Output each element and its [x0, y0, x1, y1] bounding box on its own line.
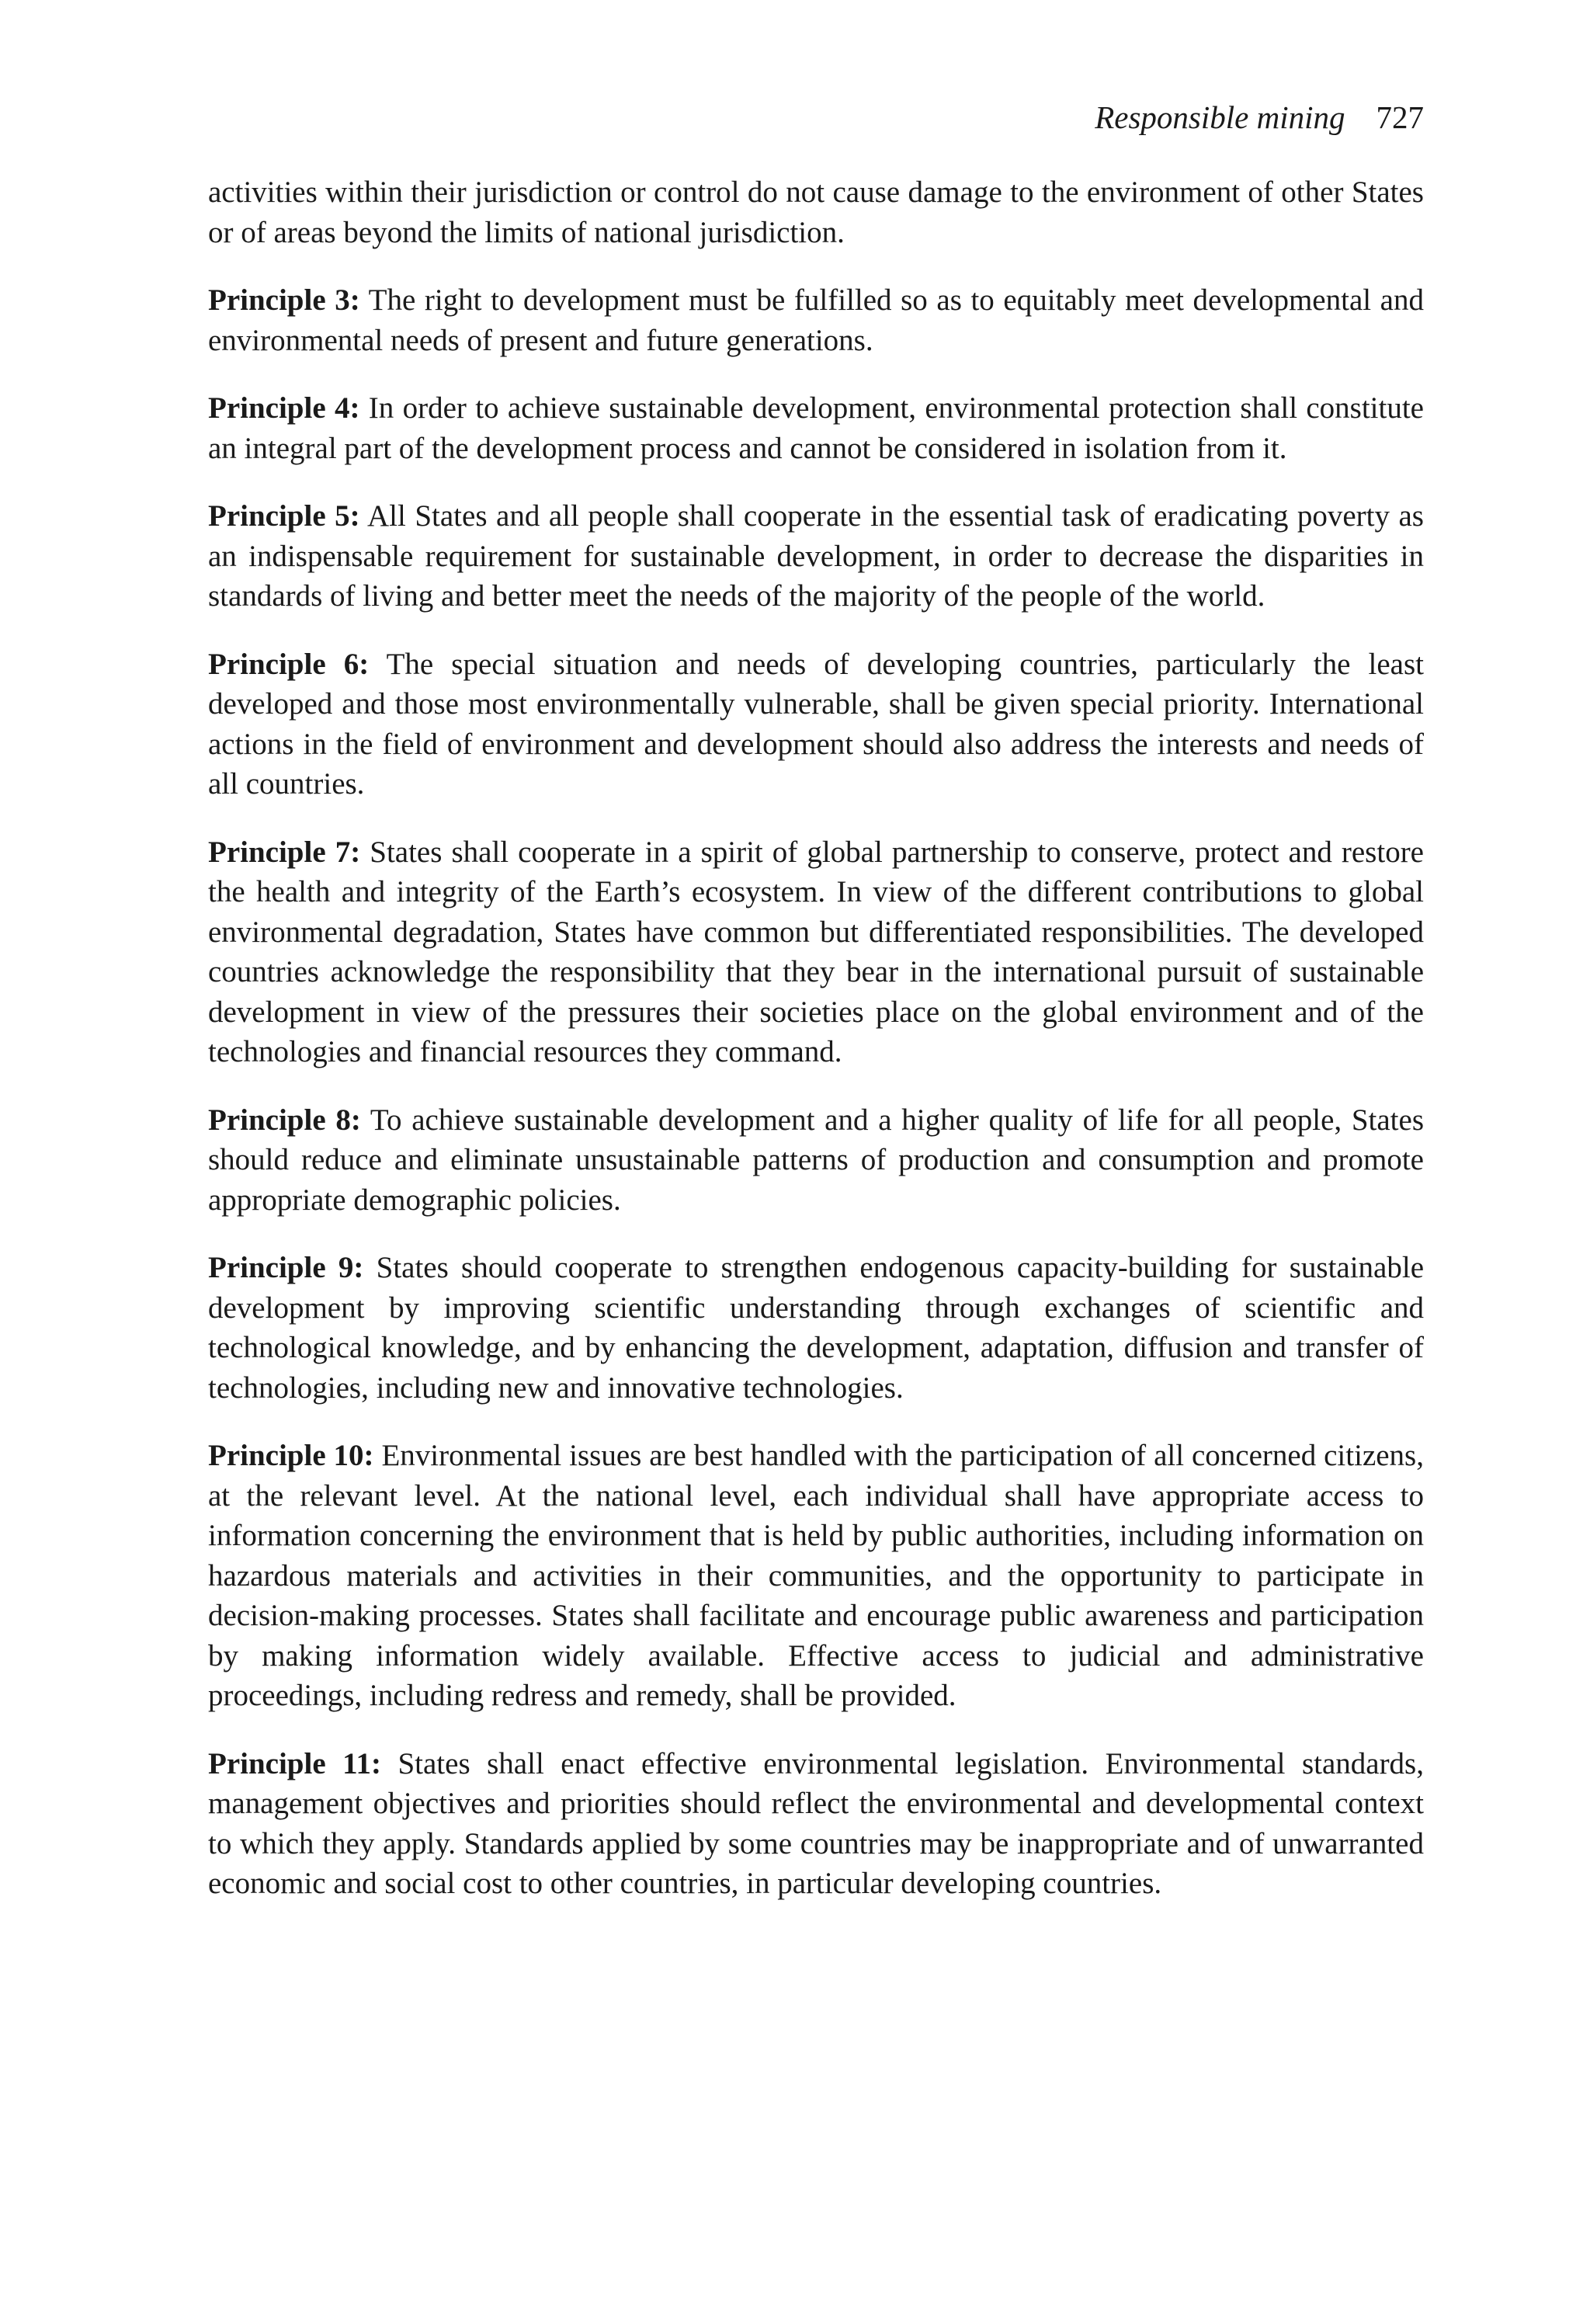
- principle-text: All States and all people shall cooperate in the essential task of eradicating poverty as an indispensable requirement for sustainable development, in order to decrease the disparities in standards of living and better meet the needs of the majority of the people of the world.: [208, 499, 1424, 613]
- principle-text: States should cooperate to strengthen endogenous capacity-building for sustainable development by improving scientific understanding through exchanges of scientific and technological knowledge, and by enhancing the development, adaptation, diffusion and transfer of technologies, including new and innovative technologies.: [208, 1251, 1425, 1405]
- page-number: 727: [1376, 99, 1424, 135]
- principle-9: [208, 1248, 1424, 1408]
- principle-text: In order to achieve sustainable development, environmental protection shall constitute an integral part of the development process and cannot be considered in isolation from it.: [208, 391, 1424, 465]
- paragraph-text: activities within their jurisdiction or control do not cause damage to the environment of other States or of areas beyond the limits of national jurisdiction.: [208, 175, 1424, 249]
- principle-8: [208, 1100, 1424, 1221]
- principle-label: Principle 6:: [208, 647, 370, 681]
- principle-3: [208, 280, 1424, 360]
- principle-text: The right to development must be fulfilled so as to equitably meet developmental and environmental needs of present and future generations.: [208, 283, 1424, 357]
- principle-4: [208, 388, 1424, 468]
- principle-text: The special situation and needs of developing countries, particularly the least developed and those most environmentally vulnerable, shall be given special priority. International actions in the field of environment and development should also address the interests and needs of all countries.: [208, 647, 1424, 801]
- document-page: [208, 92, 1424, 1932]
- principle-text: States shall enact effective environmental legislation. Environmental standards, management objectives and priorities should reflect the environmental and developmental context to which they apply. Standards applied by some countries may be inappropriate and of unwarranted economic and social cost to other countries, in particular developing countries.: [208, 1746, 1424, 1900]
- principle-5: [208, 496, 1424, 617]
- running-head-title: Responsible mining: [1095, 99, 1345, 135]
- principle-label: Principle 9:: [208, 1251, 364, 1284]
- paragraph-continuation: [208, 172, 1424, 252]
- principle-label: Principle 4:: [208, 391, 360, 425]
- principle-label: Principle 10:: [208, 1439, 374, 1472]
- principle-label: Principle 7:: [208, 835, 361, 869]
- principle-6: [208, 644, 1424, 804]
- principle-label: Principle 11:: [208, 1746, 381, 1780]
- principle-7: [208, 832, 1424, 1072]
- principle-text: To achieve sustainable development and a higher quality of life for all people, States should reduce and eliminate unsustainable patterns of production and consumption and promote appropriate demographic policies.: [208, 1103, 1425, 1217]
- principle-10: [208, 1436, 1424, 1716]
- principle-text: States shall cooperate in a spirit of global partnership to conserve, protect and restore the health and integrity of the Earth’s ecosystem. In view of the different contributions to global environmental degradation, States have common but differentiated responsibilities. The developed countries acknowledge the responsibility that they bear in the international pursuit of sustainable development in view of the pressures their societies place on the global environment and of the technologies and financial resources they command.: [208, 835, 1424, 1068]
- running-header: [208, 92, 1424, 143]
- principle-label: Principle 3:: [208, 283, 360, 317]
- principle-text: Environmental issues are best handled with the participation of all concerned citizens, at the relevant level. At the national level, each individual shall have appropriate access to information concerning the environment that is held by public authorities, including information on hazardous materials and activities in their communities, and the opportunity to participate in decision-making processes. States shall facilitate and encourage public awareness and participation by making information widely available. Effective access to judicial and administrative proceedings, including redress and remedy, shall be provided.: [208, 1439, 1424, 1712]
- principle-11: [208, 1744, 1424, 1904]
- principle-label: Principle 5:: [208, 499, 360, 533]
- principle-label: Principle 8:: [208, 1103, 361, 1137]
